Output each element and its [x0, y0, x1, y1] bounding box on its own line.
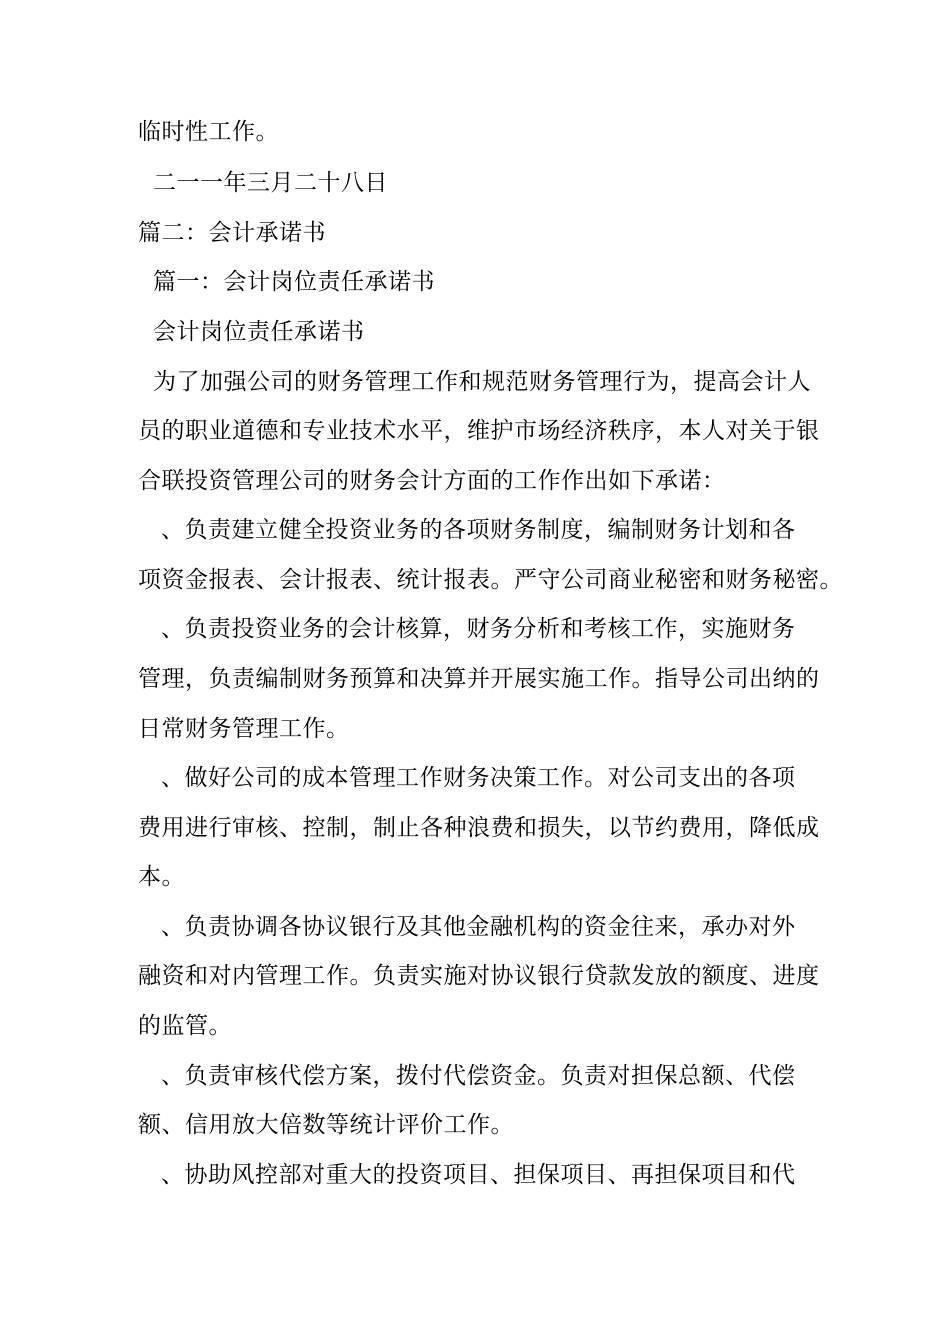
list-item: 、做好公司的成本管理工作财务决策工作。对公司支出的各项 [161, 765, 796, 791]
subsection-heading: 篇一：会计岗位责任承诺书 [153, 269, 435, 295]
text-line: 合联投资管理公司的财务会计方面的工作作出如下承诺： [138, 468, 726, 494]
list-item: 、负责协调各协议银行及其他金融机构的资金往来，承办对外 [161, 914, 796, 940]
text-line: 为了加强公司的财务管理工作和规范财务管理行为，提高会计人 [153, 369, 811, 395]
text-line: 额、信用放大倍数等统计评价工作。 [138, 1112, 514, 1138]
list-item: 、协助风控部对重大的投资项目、担保项目、再担保项目和代 [161, 1162, 796, 1188]
text-line: 融资和对内管理工作。负责实施对协议银行贷款发放的额度、进度 [138, 963, 820, 989]
text-line: 日常财务管理工作。 [138, 716, 350, 742]
document-title: 会计岗位责任承诺书 [153, 319, 365, 345]
text-line: 本。 [138, 864, 185, 890]
text-line: 管理，负责编制财务预算和决算并开展实施工作。指导公司出纳的 [138, 666, 820, 692]
text-line: 费用进行审核、控制，制止各种浪费和损失，以节约费用，降低成 [138, 815, 820, 841]
text-line: 的监管。 [138, 1013, 232, 1039]
date-line: 二一一年三月二十八日 [153, 170, 388, 196]
list-item: 、负责投资业务的会计核算，财务分析和考核工作，实施财务 [161, 616, 796, 642]
list-item: 、负责建立健全投资业务的各项财务制度，编制财务计划和各 [161, 517, 796, 543]
list-item: 、负责审核代偿方案，拨付代偿资金。负责对担保总额、代偿 [161, 1063, 796, 1089]
text-line: 项资金报表、会计报表、统计报表。严守公司商业秘密和财务秘密。 [138, 567, 843, 593]
section-heading: 篇二：会计承诺书 [138, 220, 326, 246]
text-line: 临时性工作。 [138, 119, 279, 145]
text-line: 员的职业道德和专业技术水平，维护市场经济秩序，本人对关于银 [138, 418, 820, 444]
